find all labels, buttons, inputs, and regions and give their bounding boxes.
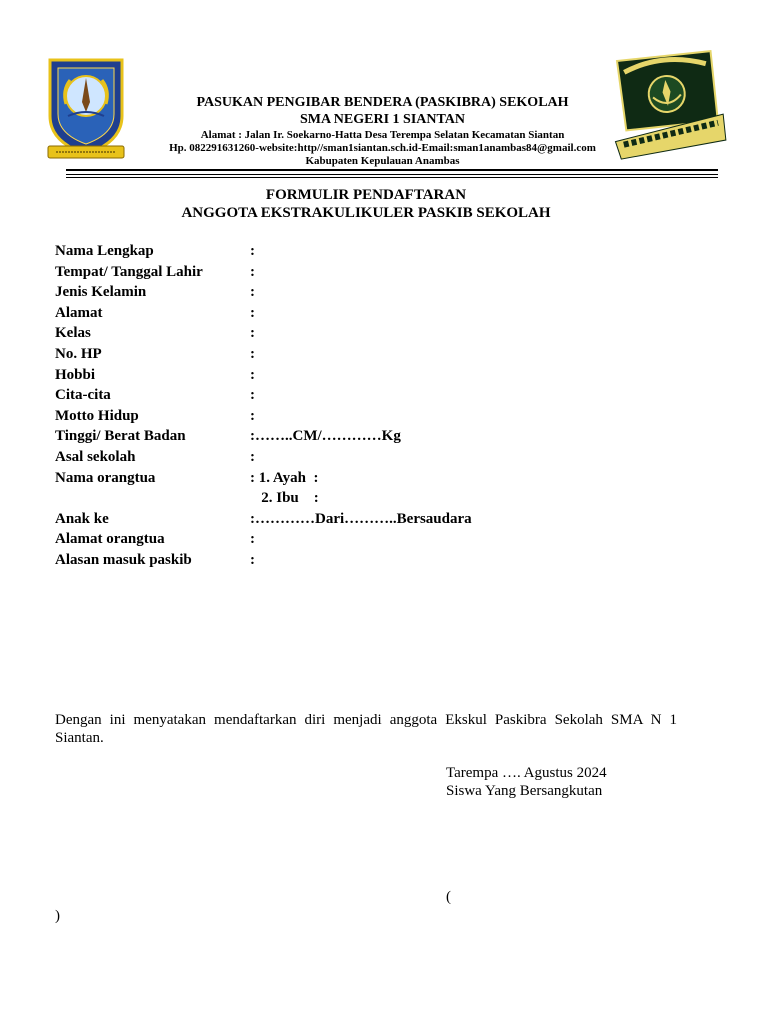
field-label: Kelas: [55, 325, 91, 342]
field-value[interactable]: :: [250, 284, 255, 301]
field-value[interactable]: :: [250, 304, 255, 321]
field-value[interactable]: :: [250, 551, 255, 568]
letterhead-contact: Hp. 082291631260-website:http//sman1siantan.sch.id-Email:sman1anambas84@gmail.com: [169, 142, 596, 154]
field-value[interactable]: :: [250, 387, 255, 404]
form-row: [55, 426, 675, 447]
letterhead-school: SMA NEGERI 1 SIANTAN: [299, 112, 466, 127]
field-label: Tempat/ Tanggal Lahir: [55, 263, 203, 280]
form-row: [55, 529, 675, 550]
field-value[interactable]: :: [250, 345, 255, 362]
field-value[interactable]: :…………Dari………..Bersaudara: [250, 510, 472, 527]
letterhead-region: Kabupaten Kepulauan Anambas: [305, 155, 460, 167]
field-value[interactable]: 2. Ibu :: [250, 490, 319, 507]
signature-role: Siswa Yang Bersangkutan: [446, 783, 603, 799]
field-label: Tinggi/ Berat Badan: [55, 428, 186, 445]
field-value[interactable]: :: [250, 531, 255, 548]
field-value[interactable]: :: [250, 366, 255, 383]
form-row: [55, 323, 675, 344]
signature-name-close-paren: ): [55, 908, 60, 924]
form-row: [55, 406, 675, 427]
field-label: Jenis Kelamin: [55, 284, 147, 301]
field-label: Alasan masuk paskib: [55, 551, 192, 568]
signature-name-open-paren: (: [446, 889, 451, 905]
form-row: [55, 344, 675, 365]
field-label: Nama Lengkap: [55, 243, 154, 259]
field-label: No. HP: [55, 345, 102, 362]
field-value[interactable]: :: [250, 448, 255, 465]
form-row: [55, 550, 675, 571]
form-title: FORMULIR PENDAFTARAN: [265, 187, 467, 203]
field-label: Alamat: [55, 304, 103, 321]
form-row: [55, 241, 675, 262]
field-value[interactable]: : 1. Ayah :: [250, 469, 319, 486]
field-value[interactable]: :……..CM/…………Kg: [250, 428, 401, 445]
field-value[interactable]: :: [250, 243, 255, 259]
field-label: Anak ke: [55, 510, 109, 527]
declaration-statement: Dengan ini menyatakan mendaftarkan diri menjadi anggota Ekskul Paskibra Sekolah SMA N 1 Siantan.: [55, 712, 677, 746]
field-label: Asal sekolah: [55, 448, 136, 465]
field-label: Alamat orangtua: [55, 531, 165, 548]
form-row: [55, 282, 675, 303]
form-row: [55, 447, 675, 468]
signature-place-date: Tarempa …. Agustus 2024: [446, 765, 607, 781]
letterhead-address: Alamat : Jalan Ir. Soekarno-Hatta Desa Terempa Selatan Kecamatan Siantan: [200, 129, 565, 141]
form-row: [55, 468, 675, 489]
letterhead-divider: [66, 169, 718, 171]
form-row: [55, 509, 675, 530]
regional-emblem-icon: [44, 54, 128, 164]
letterhead-divider: [66, 174, 718, 175]
field-value[interactable]: :: [250, 263, 255, 280]
field-label: Hobbi: [55, 366, 96, 383]
form-row: [55, 365, 675, 386]
form-row: [55, 262, 675, 283]
form-row: [55, 303, 675, 324]
form-subtitle: ANGGOTA EKSTRAKULIKULER PASKIB SEKOLAH: [181, 205, 551, 221]
form-row: [55, 488, 675, 509]
registration-form: [55, 241, 675, 571]
field-label: Nama orangtua: [55, 469, 156, 486]
field-label: Cita-cita: [55, 387, 111, 404]
field-value[interactable]: :: [250, 407, 255, 424]
letterhead-line1: PASUKAN PENGIBAR BENDERA (PASKIBRA) SEKOLAH: [196, 95, 569, 110]
form-row: [55, 385, 675, 406]
field-label: Motto Hidup: [55, 407, 139, 424]
field-value[interactable]: :: [250, 325, 255, 342]
letterhead-divider: [66, 177, 718, 178]
